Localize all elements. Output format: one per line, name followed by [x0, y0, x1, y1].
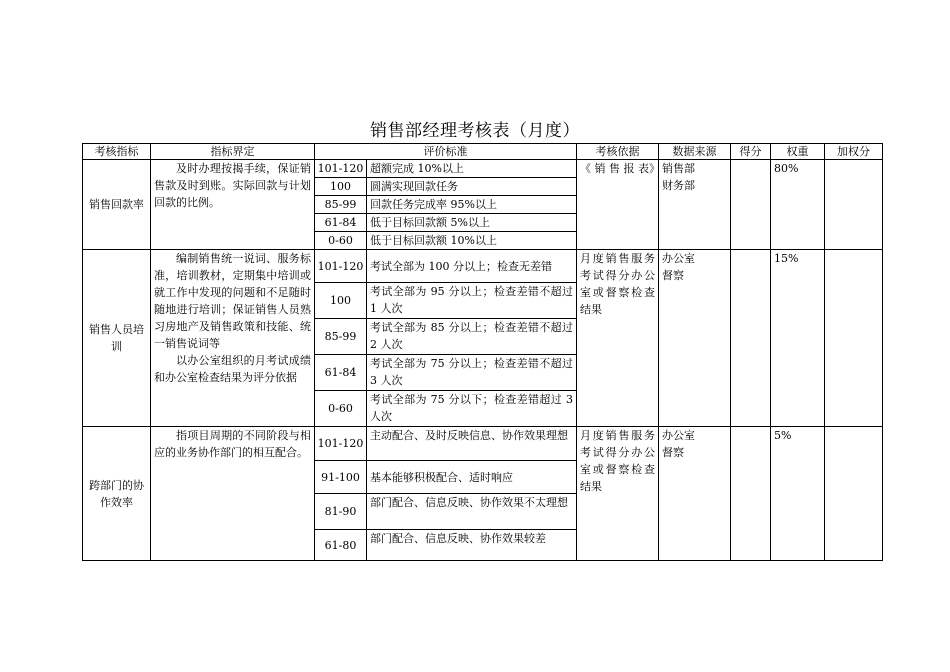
definition-text: 及时办理按揭手续，保证销售款及时到账。实际回款与计划回款的比例。 — [154, 162, 311, 209]
score-cell — [731, 427, 771, 561]
source-cell — [659, 160, 731, 250]
page-title: 销售部经理考核表（月度） — [370, 121, 580, 141]
criteria-range: 101-120 — [315, 160, 367, 178]
source-cell — [659, 250, 731, 427]
criteria-text: 部门配合、信息反映、协作效果不太理想 — [367, 494, 577, 530]
indicator-cell: 销售人员培训 — [83, 250, 151, 427]
table-row — [83, 160, 883, 178]
table-row — [83, 250, 883, 283]
weighted-cell — [825, 427, 883, 561]
criteria-text: 考试全部为 100 分以上；检查无差错 — [367, 250, 577, 283]
weighted-cell — [825, 160, 883, 250]
source-line: 办公室 — [662, 252, 695, 265]
weight-cell: 15% — [771, 250, 825, 427]
definition-text: 编制销售统一说词、服务标准，培训教材，定期集中培训或就工作中发现的问题和不足随时随地进行培训；保证销售人员熟习房地产及销售政策和技能、统一销售说词等 — [154, 252, 311, 350]
criteria-text: 低于目标回款额 5%以上 — [367, 214, 577, 232]
source-line: 办公室 — [662, 429, 695, 442]
criteria-range: 100 — [315, 178, 367, 196]
score-cell — [731, 250, 771, 427]
source-line: 督察 — [662, 446, 684, 459]
header-indicator: 考核指标 — [83, 144, 151, 160]
definition-text: 以办公室组织的月考试成绩和办公室检查结果为评分依据 — [154, 354, 311, 384]
criteria-text: 部门配合、信息反映、协作效果较差 — [367, 530, 577, 561]
header-source: 数据来源 — [659, 144, 731, 160]
header-weighted: 加权分 — [825, 144, 883, 160]
criteria-range: 61-84 — [315, 355, 367, 391]
criteria-text: 主动配合、及时反映信息、协作效果理想 — [367, 427, 577, 461]
criteria-range: 61-80 — [315, 530, 367, 561]
header-weight: 权重 — [771, 144, 825, 160]
basis-cell: 月度销售服务考试得分办公室或督察检查结果 — [577, 250, 659, 427]
criteria-range: 0-60 — [315, 391, 367, 427]
header-definition: 指标界定 — [151, 144, 315, 160]
criteria-text: 考试全部为 75 分以上；检查差错不超过 3 人次 — [367, 355, 577, 391]
definition-text: 指项目周期的不同阶段与相应的业务协作部门的相互配合。 — [154, 429, 311, 459]
definition-cell — [151, 160, 315, 250]
table-row — [83, 427, 883, 461]
criteria-text: 考试全部为 75 分以下；检查差错超过 3 人次 — [367, 391, 577, 427]
criteria-text: 超额完成 10%以上 — [367, 160, 577, 178]
header-score: 得分 — [731, 144, 771, 160]
criteria-text: 基本能够积极配合、适时响应 — [367, 461, 577, 494]
weight-cell: 80% — [771, 160, 825, 250]
definition-cell — [151, 427, 315, 561]
assessment-table — [82, 143, 883, 561]
weighted-cell — [825, 250, 883, 427]
basis-cell: 《 销 售 报 表》 — [577, 160, 659, 250]
indicator-cell: 销售回款率 — [83, 160, 151, 250]
criteria-range: 85-99 — [315, 319, 367, 355]
criteria-text: 考试全部为 95 分以上；检查差错不超过 1 人次 — [367, 283, 577, 319]
score-cell — [731, 160, 771, 250]
criteria-text: 考试全部为 85 分以上；检查差错不超过 2 人次 — [367, 319, 577, 355]
criteria-range: 61-84 — [315, 214, 367, 232]
definition-cell — [151, 250, 315, 427]
indicator-cell: 跨部门的协作效率 — [83, 427, 151, 561]
header-basis: 考核依据 — [577, 144, 659, 160]
source-cell — [659, 427, 731, 561]
criteria-text: 圆满实现回款任务 — [367, 178, 577, 196]
criteria-range: 91-100 — [315, 461, 367, 494]
criteria-text: 回款任务完成率 95%以上 — [367, 196, 577, 214]
source-line: 督察 — [662, 269, 684, 282]
criteria-range: 101-120 — [315, 250, 367, 283]
criteria-range: 85-99 — [315, 196, 367, 214]
criteria-range: 100 — [315, 283, 367, 319]
criteria-range: 101-120 — [315, 427, 367, 461]
criteria-range: 81-90 — [315, 494, 367, 530]
header-criteria: 评价标准 — [315, 144, 577, 160]
basis-cell: 月度销售服务考试得分办公室或督察检查结果 — [577, 427, 659, 561]
criteria-range: 0-60 — [315, 232, 367, 250]
header-row — [83, 144, 883, 160]
source-line: 销售部 — [662, 162, 695, 175]
criteria-text: 低于目标回款额 10%以上 — [367, 232, 577, 250]
source-line: 财务部 — [662, 179, 695, 192]
weight-cell: 5% — [771, 427, 825, 561]
